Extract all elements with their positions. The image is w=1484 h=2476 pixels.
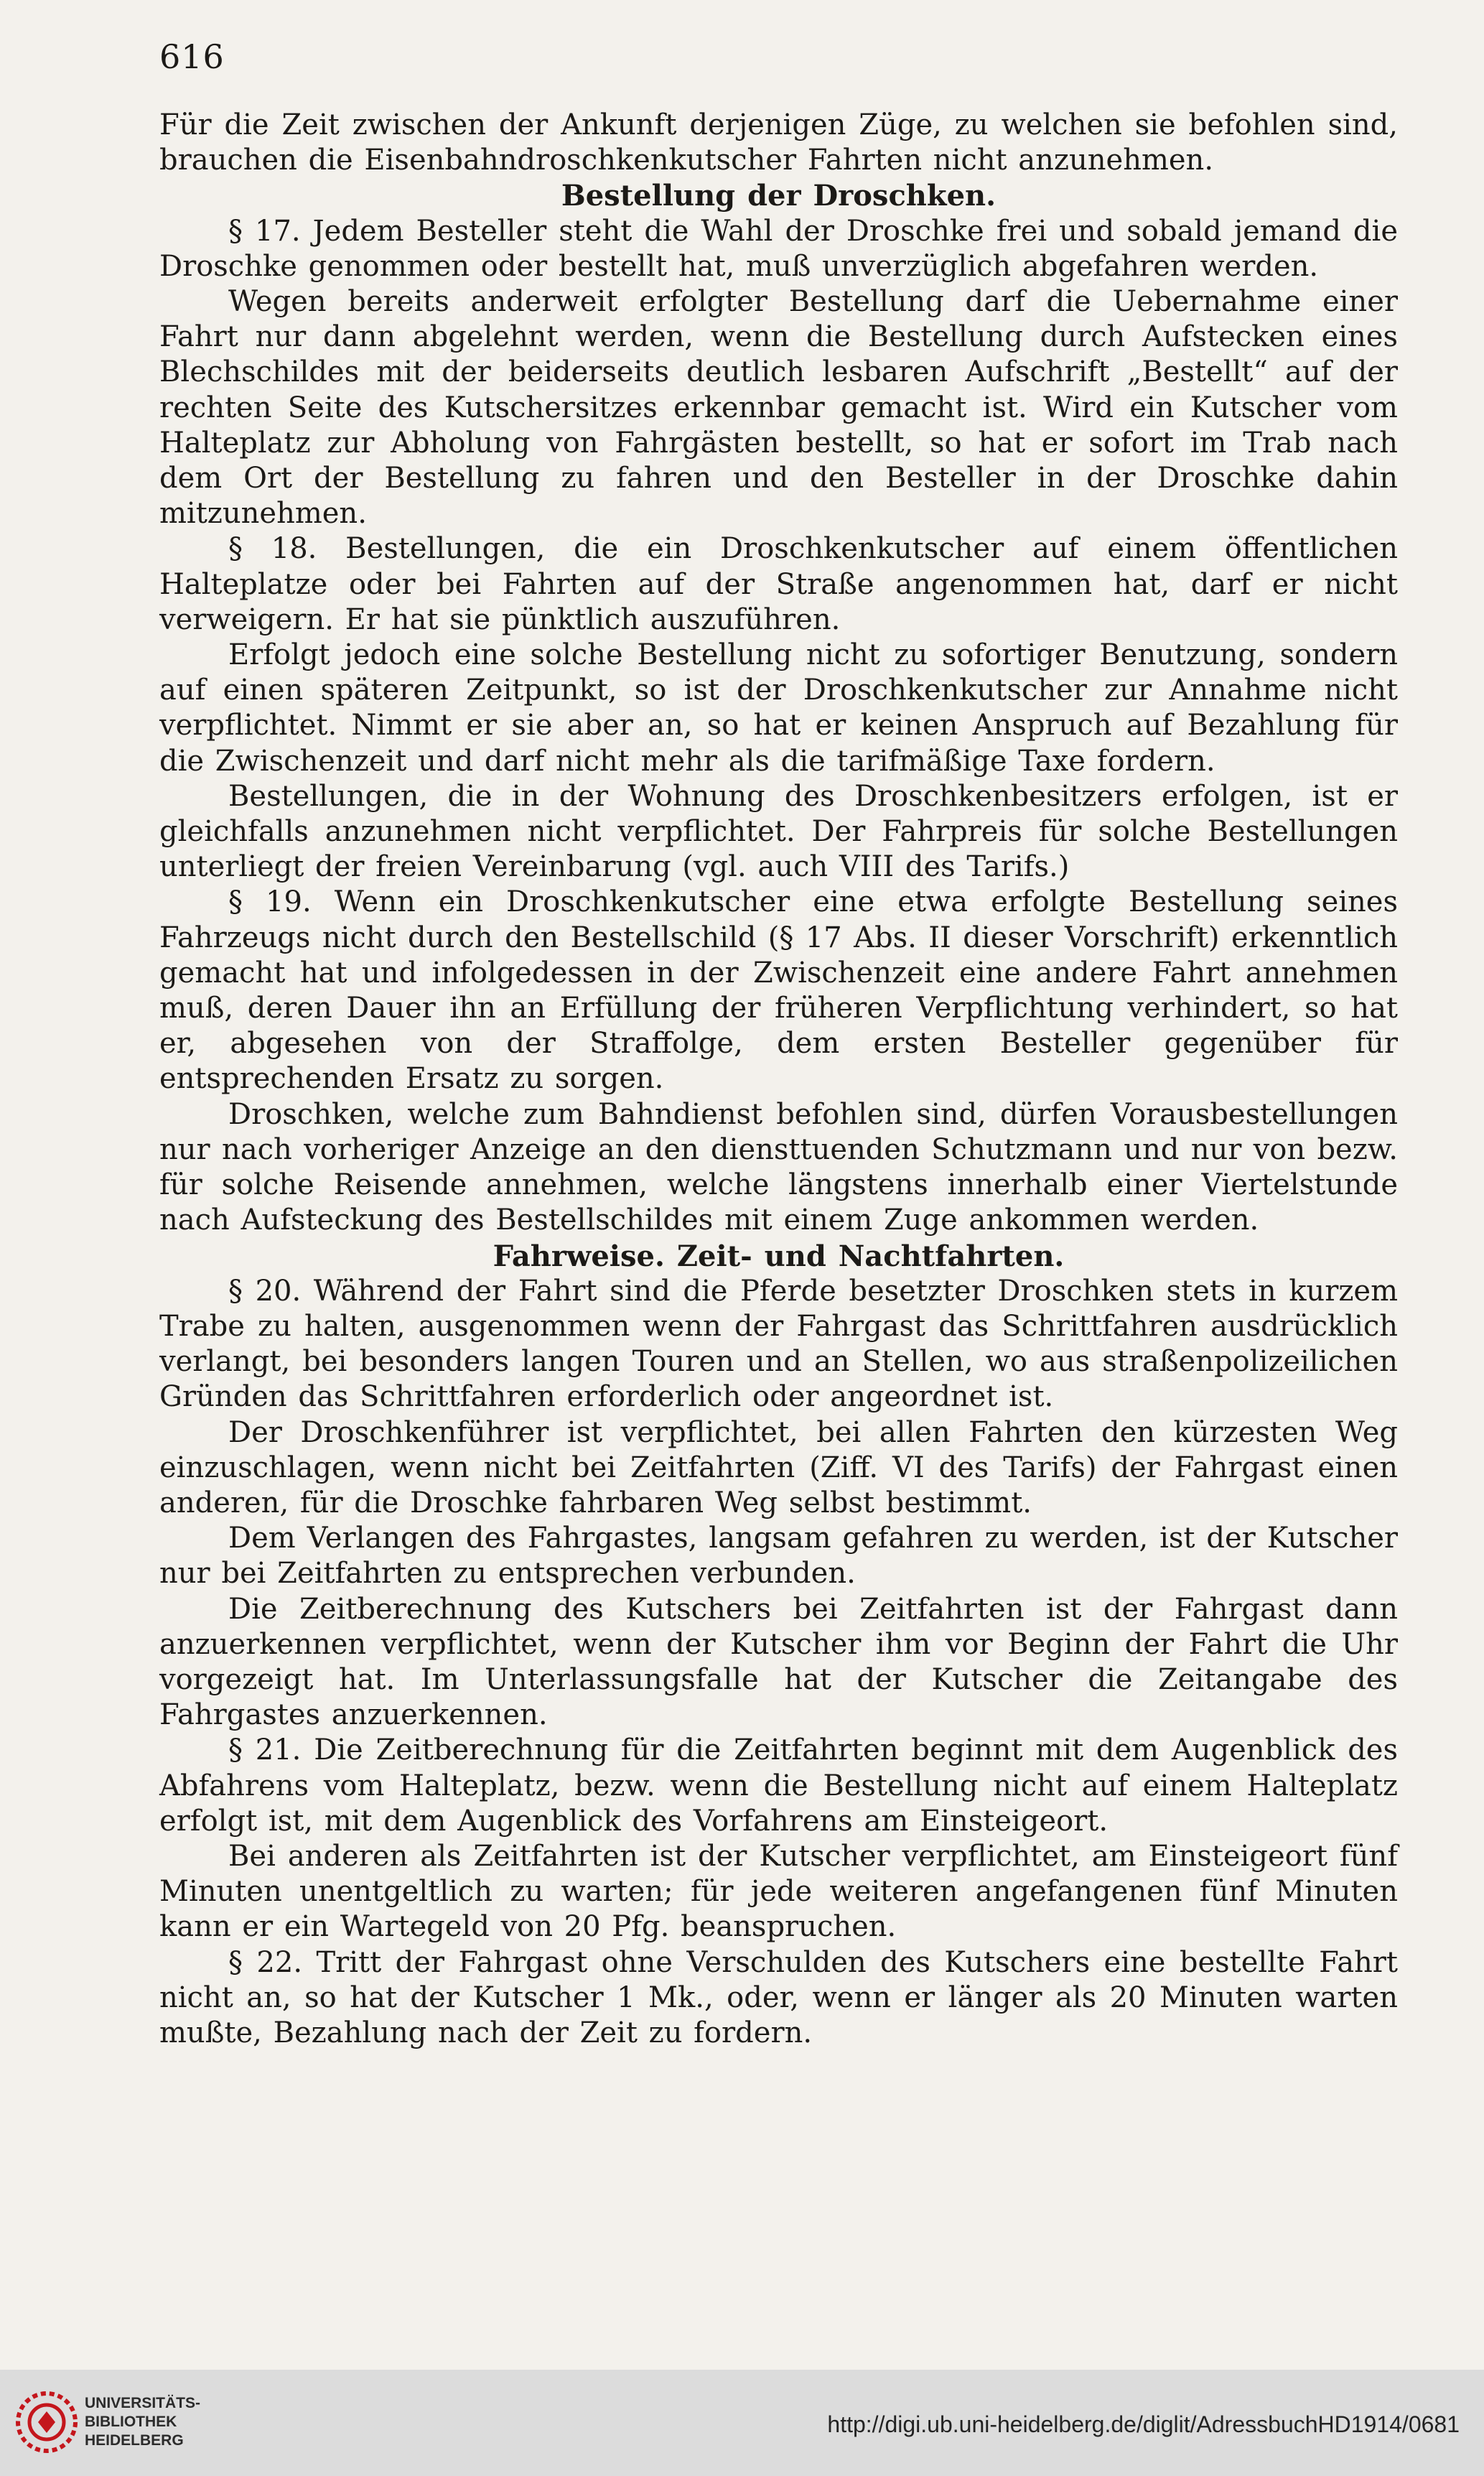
library-name-line: UNIVERSITÄTS- [85, 2395, 201, 2411]
paragraph: Droschken, welche zum Bahndienst befohlen sind, dürfen Vorausbestellungen nur nach vorheriger Anzeige an den diensttuenden Schutzmann und nur von bezw. für solche Reisende annehmen, welche längstens innerhalb einer Viertelstunde nach Aufsteckung des Bestellschildes mit einem Zuge ankommen werden. [159, 1097, 1398, 1237]
paragraph: § 18. Bestellungen, die ein Droschkenkutscher auf einem öffentlichen Halteplatze oder bei Fahrten auf der Straße angenommen hat, darf er nicht verweigern. Er hat sie pünktlich auszuführen. [159, 532, 1398, 636]
paragraph: § 20. Während der Fahrt sind die Pferde besetzter Droschken stets in kurzem Trabe zu halten, ausgenommen wenn der Fahrgast das Schrittfahren ausdrücklich verlangt, bei besonders langen Touren und an Stellen, wo aus straßenpolizeilichen Gründen das Schrittfahren erforderlich oder angeordnet ist. [159, 1274, 1398, 1414]
paragraph: Der Droschkenführer ist verpflichtet, bei allen Fahrten den kürzesten Weg einzuschlagen, wenn nicht bei Zeitfahrten (Ziff. VI des Tarifs) der Fahrgast einen anderen, für die Droschke fahrbaren Weg selbst bestimmt. [159, 1415, 1398, 1519]
document-text [159, 108, 1398, 2051]
library-name-line: HEIDELBERG [85, 2432, 184, 2449]
heidelberg-library-logo-icon[interactable] [14, 2390, 79, 2454]
section-heading: Bestellung der Droschken. [561, 179, 997, 213]
paragraph: Erfolgt jedoch eine solche Bestellung nicht zu sofortiger Benutzung, sondern auf einen späteren Zeitpunkt, so ist der Droschkenkutscher zur Annahme nicht verpflichtet. Nimmt er sie aber an, so hat er keinen Anspruch auf Bezahlung für die Zwischenzeit und darf nicht mehr als die tarifmäßige Taxe fordern. [159, 638, 1398, 778]
paragraph: Die Zeitberechnung des Kutschers bei Zeitfahrten ist der Fahrgast dann anzuerkennen verpflichtet, wenn der Kutscher ihm vor Beginn der Fahrt die Uhr vorgezeigt hat. Im Unterlassungsfalle hat der Kutscher die Zeitangabe des Fahrgastes anzuerkennen. [159, 1592, 1398, 1732]
section-heading: Fahrweise. Zeit- und Nachtfahrten. [493, 1239, 1065, 1273]
source-url-link[interactable]: http://digi.ub.uni-heidelberg.de/diglit/AdressbuchHD1914/0681 [827, 2411, 1460, 2437]
viewer-footer [0, 2370, 1484, 2476]
paragraph: Dem Verlangen des Fahrgastes, langsam gefahren zu werden, ist der Kutscher nur bei Zeitfahrten zu entsprechen verbunden. [159, 1522, 1398, 1591]
paragraph: § 19. Wenn ein Droschkenkutscher eine etwa erfolgte Bestellung seines Fahrzeugs nicht durch den Bestellschild (§ 17 Abs. II dieser Vorschrift) erkenntlich gemacht hat und infolgedessen in der Zwischenzeit eine andere Fahrt annehmen muß, deren Dauer ihn an Erfüllung der früheren Verpflichtung verhindert, so hat er, abgesehen von der Straffolge, dem ersten Besteller gegenüber für entsprechenden Ersatz zu sorgen. [159, 885, 1398, 1096]
page-number: 616 [159, 37, 225, 76]
paragraph: Bestellungen, die in der Wohnung des Droschkenbesitzers erfolgen, ist er gleichfalls anzunehmen nicht verpflichtet. Der Fahrpreis für solche Bestellungen unterliegt der freien Vereinbarung (vgl. auch VIII des Tarifs.) [159, 779, 1398, 884]
library-name [85, 2394, 200, 2450]
paragraph: Für die Zeit zwischen der Ankunft derjenigen Züge, zu welchen sie befohlen sind, brauchen die Eisenbahndroschkenkutscher Fahrten nicht anzunehmen. [159, 108, 1398, 177]
paragraph: Wegen bereits anderweit erfolgter Bestellung darf die Uebernahme einer Fahrt nur dann abgelehnt werden, wenn die Bestellung durch Aufstecken eines Blechschildes mit der beiderseits deutlich lesbaren Aufschrift „Bestellt“ auf der rechten Seite des Kutschersitzes erkennbar gemacht ist. Wird ein Kutscher vom Halteplatz zur Abholung von Fahrgästen bestellt, so hat er sofort im Trab nach dem Ort der Bestellung zu fahren und den Besteller in der Droschke dahin mitzunehmen. [159, 285, 1398, 531]
paragraph: § 21. Die Zeitberechnung für die Zeitfahrten beginnt mit dem Augenblick des Abfahrens vom Halteplatz, bezw. wenn die Bestellung nicht auf einem Halteplatz erfolgt ist, mit dem Augenblick des Vorfahrens am Einsteigeort. [159, 1733, 1398, 1838]
paragraph: § 17. Jedem Besteller steht die Wahl der Droschke frei und sobald jemand die Droschke genommen oder bestellt hat, muß unverzüglich abgefahren werden. [159, 214, 1398, 283]
paragraph: § 22. Tritt der Fahrgast ohne Verschulden des Kutschers eine bestellte Fahrt nicht an, so hat der Kutscher 1 Mk., oder, wenn er länger als 20 Minuten warten mußte, Bezahlung nach der Zeit zu fordern. [159, 1945, 1398, 2049]
library-name-line: BIBLIOTHEK [85, 2414, 177, 2430]
paragraph: Bei anderen als Zeitfahrten ist der Kutscher verpflichtet, am Einsteigeort fünf Minuten unentgeltlich zu warten; für jede weiteren angefangenen fünf Minuten kann er ein Wartegeld von 20 Pfg. beanspruchen. [159, 1839, 1398, 1944]
